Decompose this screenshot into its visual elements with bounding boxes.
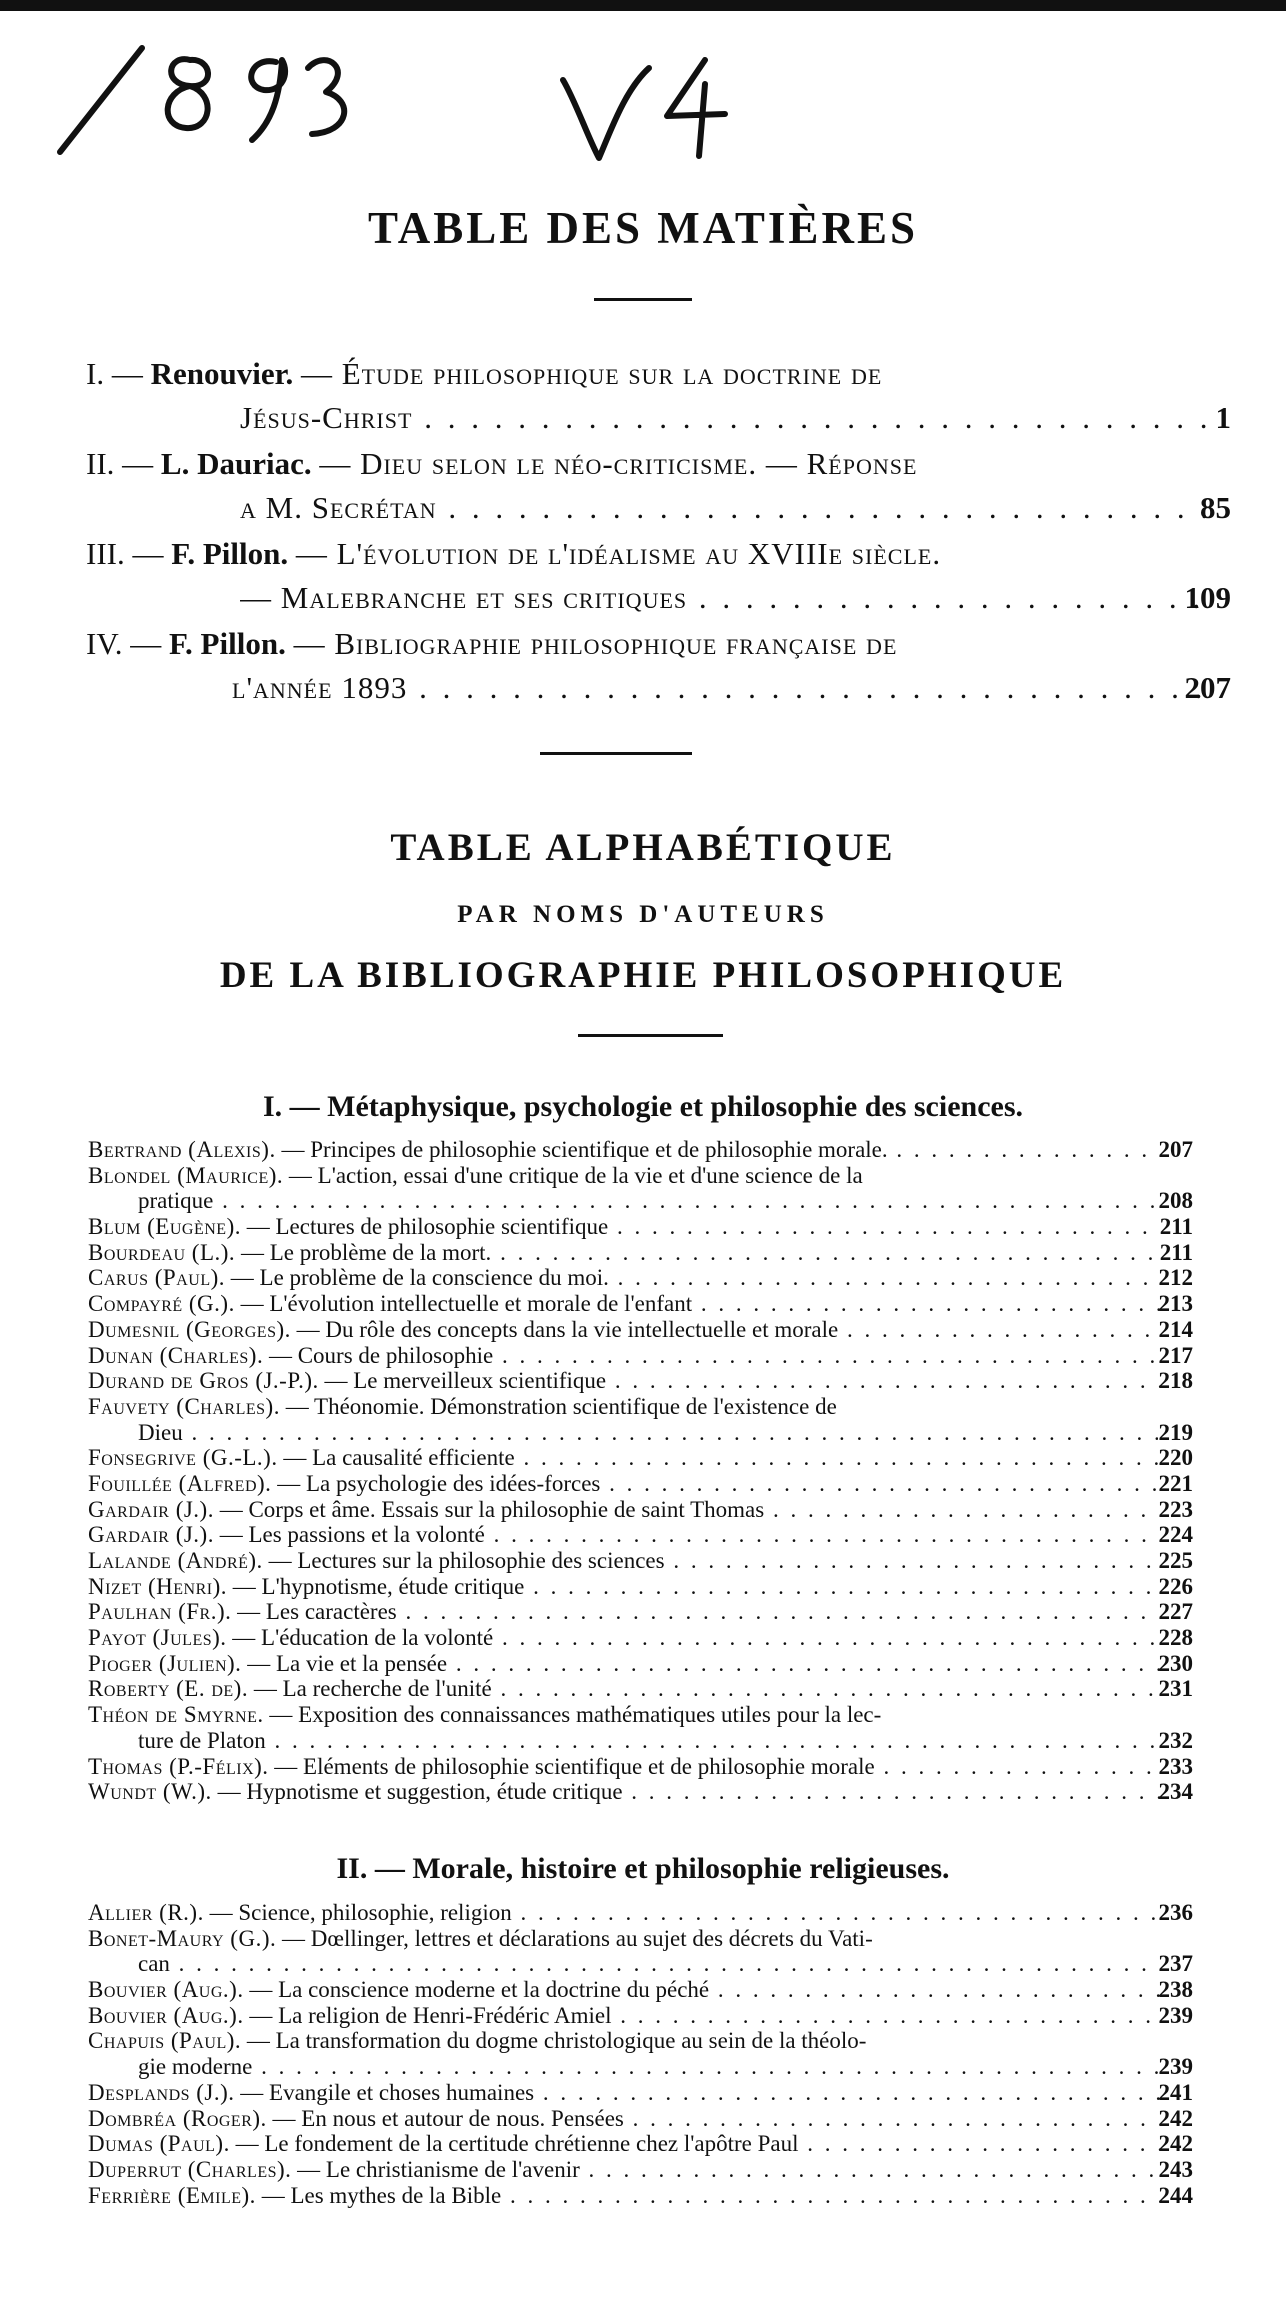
toc-entry[interactable] xyxy=(86,442,1231,532)
entry-author: Compayré (G.). xyxy=(88,1291,235,1317)
entry-page-number: 207 xyxy=(1158,1137,1193,1162)
entry-author: Dumas (Paul). xyxy=(88,2131,230,2157)
bibliography-entry[interactable] xyxy=(88,2028,1193,2054)
toc-title-rule xyxy=(594,298,692,301)
entry-line xyxy=(88,2106,1163,2132)
entry-title-continuation xyxy=(138,1420,1158,1446)
entry-page-number: 225 xyxy=(1158,1548,1193,1573)
entry-author: Blondel (Maurice). xyxy=(88,1162,284,1188)
bibliography-entry[interactable] xyxy=(88,1977,1193,2003)
entry-page-number: 227 xyxy=(1158,1599,1193,1625)
toc-author: L. Dauriac. xyxy=(160,446,312,481)
bibliography-entry[interactable] xyxy=(88,1317,1193,1343)
entry-author: Allier (R.). xyxy=(88,1900,204,1925)
entry-page-number: 242 xyxy=(1158,2131,1193,2157)
entry-title: can . . . xyxy=(138,1951,1158,1976)
bibliography-entry[interactable] xyxy=(88,1728,1193,1754)
toc-end-rule xyxy=(540,752,692,755)
entry-line xyxy=(88,2183,1163,2209)
entry-line xyxy=(88,1754,1163,1780)
bibliography-entry[interactable] xyxy=(88,2080,1193,2106)
bibliography-entry[interactable] xyxy=(88,1343,1193,1369)
entry-title: — Cours de philosophie . . . xyxy=(263,1343,1163,1368)
bibliography-entry[interactable] xyxy=(88,1394,1193,1420)
entry-line xyxy=(88,1702,1163,1728)
entry-author: Bertrand (Alexis). xyxy=(88,1137,276,1162)
entry-page-number: 239 xyxy=(1158,2002,1193,2028)
entry-page-number: 220 xyxy=(1158,1445,1193,1471)
bibliography-entry[interactable] xyxy=(88,2183,1193,2209)
section-2-list xyxy=(88,1900,1193,2208)
bibliography-entry[interactable] xyxy=(88,1599,1193,1625)
entry-author: Théon de Smyrne. xyxy=(88,1702,264,1728)
entry-line xyxy=(88,1977,1163,2003)
entry-title: ture de Platon . . . xyxy=(138,1728,1158,1753)
entry-page-number: 236 xyxy=(1158,1900,1193,1925)
bibliography-entry[interactable] xyxy=(88,1420,1193,1446)
entry-title: — Les mythes de la Bible . . . xyxy=(256,2183,1163,2208)
entry-page-number: 232 xyxy=(1158,1727,1193,1753)
entry-line xyxy=(88,1497,1163,1523)
entry-title: — Le problème de la mort. . . . xyxy=(235,1240,1163,1265)
alpha-title: TABLE ALPHABÉTIQUE xyxy=(390,826,896,869)
toc-entry[interactable] xyxy=(86,352,1231,442)
entry-line xyxy=(88,2080,1163,2106)
entry-line xyxy=(88,1137,1163,1163)
toc-page-number: 109 xyxy=(1184,580,1231,615)
entry-title: pratique . . . xyxy=(138,1188,1158,1213)
entry-page-number: 231 xyxy=(1158,1676,1193,1702)
toc-number: I. — xyxy=(86,356,143,391)
handwritten-volume xyxy=(555,40,735,180)
entry-line xyxy=(88,1779,1163,1805)
bibliography-entry[interactable] xyxy=(88,1625,1193,1651)
toc-title-line1: — Bibliographie philosophique française de xyxy=(293,626,898,661)
entry-page-number: 217 xyxy=(1158,1342,1193,1368)
entry-author: Thomas (P.-Félix). xyxy=(88,1753,269,1779)
entry-title: — L'action, essai d'une critique de la vie et d'une science de la xyxy=(283,1162,863,1188)
toc-author: F. Pillon. xyxy=(168,626,286,661)
entry-title: — Les caractères . . . xyxy=(231,1599,1163,1624)
entry-title: — L'évolution intellectuelle et morale de l'enfant . . . xyxy=(235,1291,1163,1316)
toc-title-line1: — L'évolution de l'idéalisme au XVIIIe siècle. xyxy=(295,536,942,571)
entry-page-number: 214 xyxy=(1158,1316,1193,1342)
entry-title: — Principes de philosophie scientifique et de philosophie morale. . . . xyxy=(276,1137,1163,1162)
entry-author: Bouvier (Aug.). xyxy=(88,2002,244,2028)
top-edge-rule xyxy=(0,0,1286,11)
entry-page-number: 212 xyxy=(1158,1265,1193,1291)
entry-title: — Théonomie. Démonstration scientifique de l'existence de xyxy=(279,1393,837,1419)
entry-author: Bonet-Maury (G.). xyxy=(88,1925,277,1951)
entry-title: — Hypnotisme et suggestion, étude critique . . . xyxy=(212,1779,1163,1804)
entry-page-number: 230 xyxy=(1158,1650,1193,1676)
bibliography-entry[interactable] xyxy=(88,1676,1193,1702)
entry-author: Chapuis (Paul). xyxy=(88,2028,242,2054)
bibliography-entry[interactable] xyxy=(88,1779,1193,1805)
bibliography-entry[interactable] xyxy=(88,1754,1193,1780)
entry-title: — Le christianisme de l'avenir . . . xyxy=(291,2157,1163,2182)
entry-title: — Le problème de la conscience du moi. . . . xyxy=(225,1265,1163,1290)
bibliography-entry[interactable] xyxy=(88,1163,1193,1189)
entry-line xyxy=(88,1343,1163,1369)
entry-line xyxy=(88,1240,1163,1266)
entry-title-continuation xyxy=(138,1188,1158,1214)
bibliography-entry[interactable] xyxy=(88,2003,1193,2029)
toc-number: III. — xyxy=(86,536,164,571)
entry-line xyxy=(88,1651,1163,1677)
entry-page-number: 213 xyxy=(1158,1291,1193,1317)
entry-title: — La religion de Henri-Frédéric Amiel . . . xyxy=(244,2003,1163,2028)
entry-line xyxy=(88,1394,1163,1420)
entry-page-number: 243 xyxy=(1158,2156,1193,2182)
bibliography-entry[interactable] xyxy=(88,1188,1193,1214)
entry-author: Durand de Gros (J.-P.). xyxy=(88,1368,319,1394)
entry-author: Nizet (Henri). xyxy=(88,1573,228,1599)
entry-author: Carus (Paul). xyxy=(88,1265,226,1291)
entry-line xyxy=(88,1574,1163,1600)
entry-author: Paulhan (Fr.). xyxy=(88,1599,232,1625)
entry-page-number: 234 xyxy=(1158,1779,1193,1805)
entry-line xyxy=(88,1163,1163,1189)
entry-title: — En nous et autour de nous. Pensées . . . xyxy=(267,2106,1163,2131)
bibliography-entry[interactable] xyxy=(88,1445,1193,1471)
bibliography-entry[interactable] xyxy=(88,1926,1193,1952)
entry-title-continuation xyxy=(138,1728,1158,1754)
toc-page-number: 1 xyxy=(1215,400,1231,435)
handwritten-year-drawing xyxy=(50,40,350,180)
entry-author: Bourdeau (L.). xyxy=(88,1239,236,1265)
bibliography-entry[interactable] xyxy=(88,1548,1193,1574)
entry-title: — L'hypnotisme, étude critique . . . xyxy=(227,1574,1163,1599)
entry-title: — Le merveilleux scientifique . . . xyxy=(319,1368,1163,1393)
entry-author: Desplands (J.). xyxy=(88,2079,235,2105)
entry-title: — La vie et la pensée . . . xyxy=(241,1651,1163,1676)
entry-page-number: 226 xyxy=(1158,1573,1193,1599)
entry-author: Fouillée (Alfred). xyxy=(88,1470,272,1496)
bibliography-entry[interactable] xyxy=(88,1951,1193,1977)
entry-line xyxy=(88,1265,1163,1291)
entry-title: — La transformation du dogme christologique au sein de la théolo- xyxy=(241,2028,867,2054)
entry-page-number: 208 xyxy=(1158,1188,1193,1214)
entry-title: — Evangile et choses humaines . . . xyxy=(235,2080,1163,2105)
entry-page-number: 242 xyxy=(1158,2105,1193,2131)
bibliography-entry[interactable] xyxy=(88,2054,1193,2080)
bibliography-entry[interactable] xyxy=(88,1522,1193,1548)
toc-author: Renouvier. xyxy=(150,356,294,391)
bibliography-entry[interactable] xyxy=(88,1265,1193,1291)
entry-line xyxy=(88,1548,1163,1574)
entry-title: — Lectures de philosophie scientifique . . . xyxy=(241,1214,1163,1239)
entry-author: Pioger (Julien). xyxy=(88,1650,242,1676)
entry-title: — Le fondement de la certitude chrétienne chez l'apôtre Paul . . . xyxy=(230,2131,1163,2156)
entry-author: Fauvety (Charles). xyxy=(88,1393,280,1419)
alpha-title-rule xyxy=(578,1034,723,1037)
entry-title: — La conscience moderne et la doctrine du péché . . . xyxy=(244,1977,1163,2002)
entry-author: Blum (Eugène). xyxy=(88,1214,241,1240)
toc-title-line1: — Étude philosophique sur la doctrine de xyxy=(301,356,883,391)
entry-title: — Science, philosophie, religion . . . xyxy=(204,1900,1163,1925)
toc-title-line2: Jésus-Christ . . . xyxy=(240,400,1215,435)
toc-title: TABLE DES MATIÈRES xyxy=(368,203,918,253)
entry-author: Payot (Jules). xyxy=(88,1625,227,1651)
entry-line xyxy=(88,1471,1163,1497)
bibliography-entry[interactable] xyxy=(88,1900,1193,1926)
entry-title: — L'éducation de la volonté . . . xyxy=(227,1625,1163,1650)
entry-page-number: 239 xyxy=(1158,2054,1193,2080)
entry-page-number: 233 xyxy=(1158,1753,1193,1779)
entry-author: Dunan (Charles). xyxy=(88,1342,264,1368)
entry-line xyxy=(88,1522,1163,1548)
entry-page-number: 218 xyxy=(1158,1368,1193,1394)
toc-title-line1: — Dieu selon le néo-criticisme. — Réponse xyxy=(319,446,918,481)
bibliography-entry[interactable] xyxy=(88,1471,1193,1497)
bibliography-entry[interactable] xyxy=(88,1368,1193,1394)
toc-title-line2: l'année 1893 . . . xyxy=(232,670,1207,705)
entry-line xyxy=(88,1926,1163,1952)
entry-title: — Les passions et la volonté . . . xyxy=(214,1522,1163,1547)
entry-author: Gardair (J.). xyxy=(88,1522,214,1548)
entry-line xyxy=(88,2157,1163,2183)
entry-title: — Exposition des connaissances mathématiques utiles pour la lec- xyxy=(263,1702,882,1728)
entry-author: Ferrière (Emile). xyxy=(88,2182,256,2208)
entry-line xyxy=(88,2003,1163,2029)
entry-page-number: 211 xyxy=(1159,1214,1193,1240)
entry-page-number: 221 xyxy=(1158,1470,1193,1496)
entry-author: Wundt (W.). xyxy=(88,1779,212,1805)
entry-page-number: 228 xyxy=(1158,1625,1193,1651)
entry-title: — Eléments de philosophie scientifique et de philosophie morale . . . xyxy=(269,1754,1163,1779)
entry-line xyxy=(88,1445,1163,1471)
entry-page-number: 238 xyxy=(1158,1977,1193,2003)
toc-entry[interactable] xyxy=(86,622,1231,712)
entry-author: Fonsegrive (G.-L.). xyxy=(88,1445,278,1471)
bibliography-entry[interactable] xyxy=(88,1240,1193,1266)
bibliography-entry[interactable] xyxy=(88,2157,1193,2183)
alpha-subtitle-2: DE LA BIBLIOGRAPHIE PHILOSOPHIQUE xyxy=(219,955,1067,996)
toc-entry[interactable] xyxy=(86,532,1231,622)
entry-page-number: 219 xyxy=(1158,1419,1193,1445)
bibliography-entry[interactable] xyxy=(88,1651,1193,1677)
entry-title-continuation xyxy=(138,1951,1158,1977)
toc-list xyxy=(86,352,1231,712)
entry-line xyxy=(88,1317,1163,1343)
entry-line xyxy=(88,2028,1163,2054)
toc-author: F. Pillon. xyxy=(171,536,289,571)
entry-title: — La recherche de l'unité . . . xyxy=(248,1676,1163,1701)
entry-page-number: 223 xyxy=(1158,1496,1193,1522)
entry-author: Bouvier (Aug.). xyxy=(88,1977,244,2003)
entry-line xyxy=(88,1676,1163,1702)
section-2-heading: II. — Morale, histoire et philosophie religieuses. xyxy=(336,1852,950,1885)
entry-line xyxy=(88,1625,1163,1651)
entry-author: Lalande (André). xyxy=(88,1548,263,1573)
toc-number: II. — xyxy=(86,446,154,481)
bibliography-entry[interactable] xyxy=(88,1702,1193,1728)
entry-line xyxy=(88,1599,1163,1625)
entry-title: — Du rôle des concepts dans la vie intellectuelle et morale . . . xyxy=(291,1317,1163,1342)
bibliography-entry[interactable] xyxy=(88,2106,1193,2132)
bibliography-entry[interactable] xyxy=(88,1214,1193,1240)
entry-line xyxy=(88,1368,1163,1394)
entry-title: gie moderne . . . xyxy=(138,2054,1158,2079)
bibliography-entry[interactable] xyxy=(88,1137,1193,1163)
bibliography-entry[interactable] xyxy=(88,1497,1193,1523)
bibliography-entry[interactable] xyxy=(88,2131,1193,2157)
toc-title-line2: a M. Secrétan . . . xyxy=(240,490,1215,525)
entry-author: Roberty (E. de). xyxy=(88,1676,249,1702)
entry-title: — La causalité efficiente . . . xyxy=(278,1445,1163,1470)
entry-line xyxy=(88,1900,1163,1926)
entry-author: Duperrut (Charles). xyxy=(88,2156,292,2182)
entry-author: Dumesnil (Georges). xyxy=(88,1316,291,1342)
entry-page-number: 224 xyxy=(1158,1522,1193,1548)
toc-number: IV. — xyxy=(86,626,162,661)
entry-line xyxy=(88,2131,1163,2157)
entry-page-number: 237 xyxy=(1158,1951,1193,1977)
bibliography-entry[interactable] xyxy=(88,1291,1193,1317)
entry-title: — Lectures sur la philosophie des sciences . . . xyxy=(263,1548,1163,1573)
entry-title: — Corps et âme. Essais sur la philosophie de saint Thomas . . . xyxy=(214,1497,1163,1522)
toc-title-line2: — Malebranche et ses critiques . . . xyxy=(240,580,1215,615)
bibliography-entry[interactable] xyxy=(88,1574,1193,1600)
section-1-list xyxy=(88,1137,1193,1805)
section-1-heading: I. — Métaphysique, psychologie et philosophie des sciences. xyxy=(262,1090,1024,1123)
entry-page-number: 241 xyxy=(1158,2079,1193,2105)
toc-page-number: 207 xyxy=(1184,670,1231,705)
entry-page-number: 211 xyxy=(1159,1239,1193,1265)
entry-line xyxy=(88,1214,1163,1240)
entry-author: Gardair (J.). xyxy=(88,1496,214,1522)
entry-title-continuation xyxy=(138,2054,1158,2080)
toc-page-number: 85 xyxy=(1200,490,1231,525)
alpha-subtitle: PAR NOMS D'AUTEURS xyxy=(457,901,829,928)
entry-title: — La psychologie des idées-forces . . . xyxy=(271,1471,1163,1496)
entry-page-number: 244 xyxy=(1158,2182,1193,2208)
entry-author: Dombréa (Roger). xyxy=(88,2105,267,2131)
handwritten-year xyxy=(50,40,350,180)
entry-title: — Dœllinger, lettres et déclarations au sujet des décrets du Vati- xyxy=(276,1925,873,1951)
entry-title: Dieu . . . xyxy=(138,1420,1158,1445)
handwritten-volume-drawing xyxy=(555,40,735,180)
entry-line xyxy=(88,1291,1163,1317)
